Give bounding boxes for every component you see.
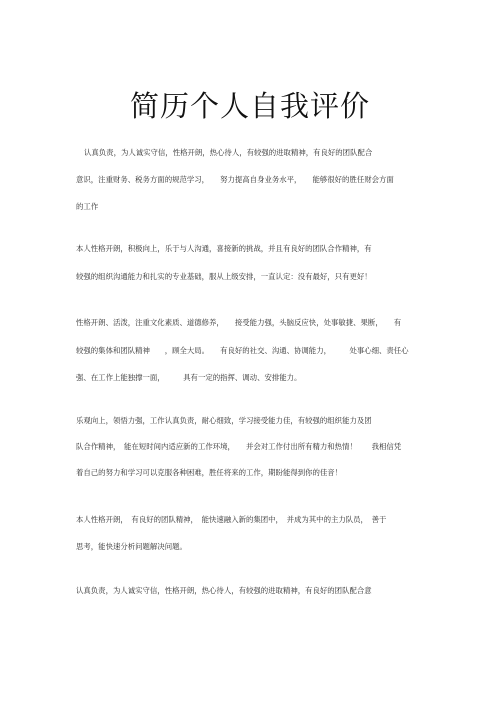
paragraph-line: 较强的集体和团队精神 ，顾全大局。 有良好的社交、沟通、协调能力， 处事心细、责任心 <box>76 346 409 355</box>
paragraph-line: 较强的组织沟通能力和扎实的专业基础，服从上级安排，一直认定：没有最好，只有更好！ <box>76 272 372 281</box>
paragraph-line: 本人性格开朗，积极向上，乐于与人沟通，喜接新的挑战，并且有良好的团队合作精神，有 <box>76 244 372 253</box>
paragraph-line: 乐观向上，领悟力强，工作认真负责，耐心细致，学习接受能力佳，有较强的组织能力及团 <box>76 416 372 425</box>
paragraph-line: 的工作 <box>76 202 99 211</box>
paragraph-line: 意识，注重财务、税务方面的规范学习， 努力提高自身业务水平， 能够很好的胜任财会方面 <box>76 175 394 184</box>
paragraph-line: 认真负责，为人诚实守信，性格开朗，热心待人，有较强的进取精神，有良好的团队配合 <box>84 148 373 157</box>
paragraph-line: 认真负责，为人诚实守信，性格开朗，热心待人，有较强的进取精神，有良好的团队配合意 <box>76 586 372 595</box>
paragraph-line: 性格开朗、活泼，注重文化素质、道德修养， 接受能力强，头脑反应快，处事敏捷、果断， 有 <box>76 318 402 327</box>
paragraph-line: 思考，能快速分析问题解决问题。 <box>76 542 187 551</box>
paragraph-line: 着自己的努力和学习可以克服各种困难，胜任将来的工作，期盼能得到你的佳音！ <box>76 468 343 477</box>
paragraph-line: 强、在工作上能独撑一面， 具有一定的指挥、调动、安排能力。 <box>76 373 302 382</box>
paragraph-line: 队合作精神， 能在短时间内适应新的工作环境， 并会对工作付出所有精力和热情！ 我相信凭 <box>76 442 402 451</box>
paragraph-line: 本人性格开朗， 有良好的团队精神， 能快速融入新的集团中， 并成为其中的主力队员， 善于 <box>76 515 387 524</box>
document-title: 简历个人自我评价 <box>129 89 370 123</box>
